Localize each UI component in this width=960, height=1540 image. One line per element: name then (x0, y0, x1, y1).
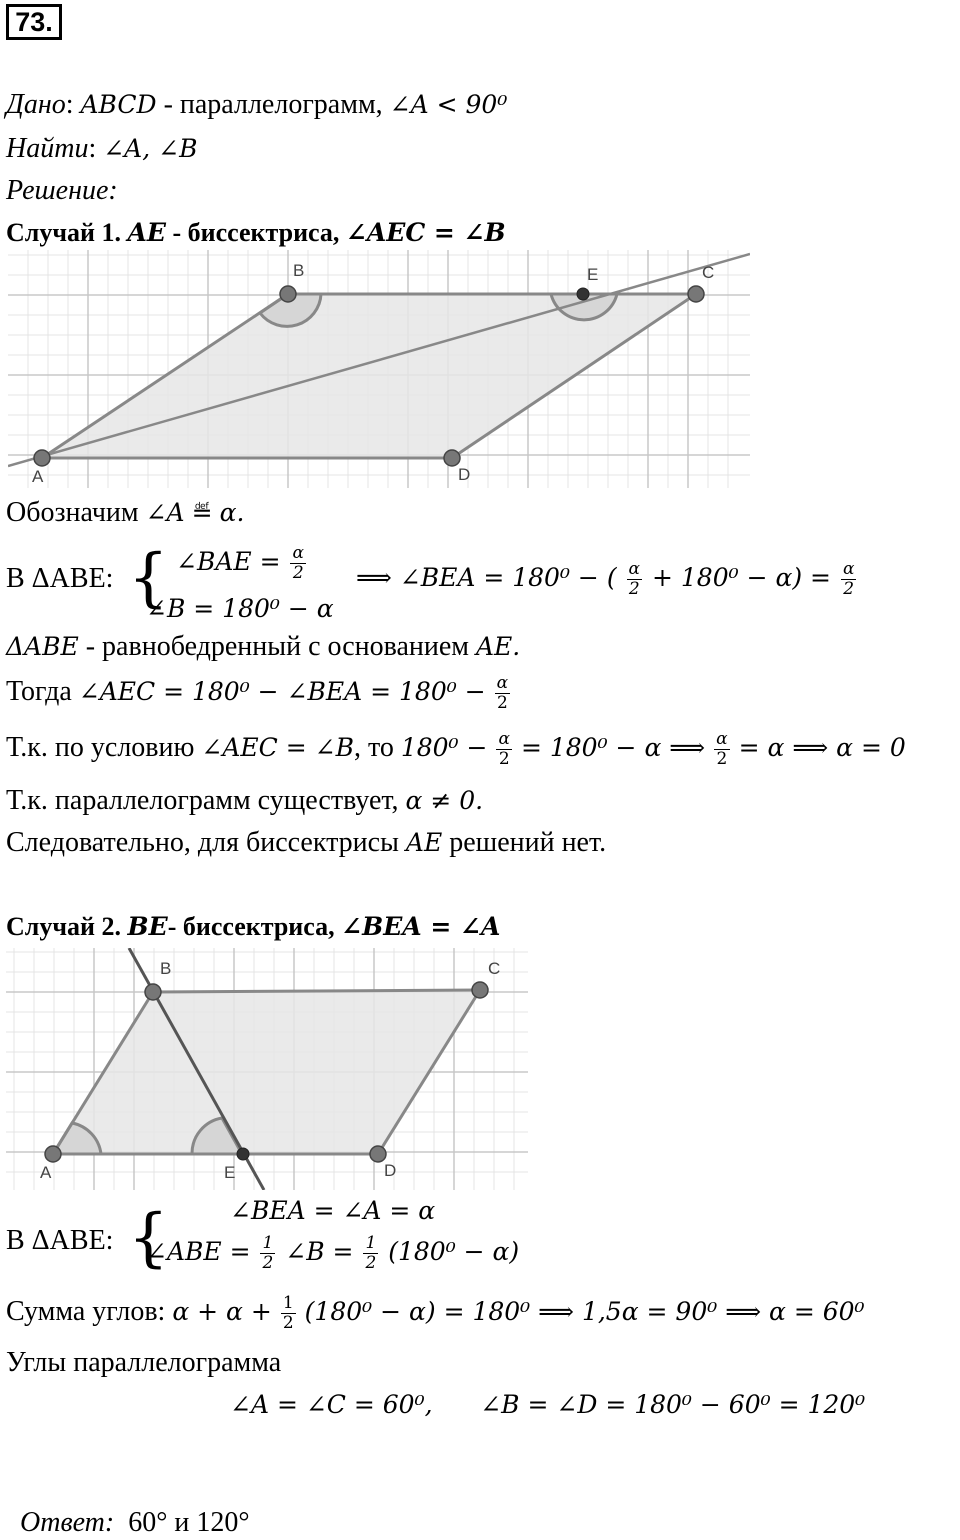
given-text: - параллелограмм, (156, 89, 390, 120)
case2-sys-line2: ∠ABE = $\frac{1}{2}$ ∠B = $\frac{1}{2}$ (180⁰ − α) (146, 1233, 520, 1273)
case1-label-A: A (32, 467, 44, 486)
solution-label: Решение: (6, 175, 118, 206)
answer-value: 60° и 120° (114, 1507, 250, 1538)
problem-number: 73. (6, 4, 62, 40)
case1-label-E: E (587, 265, 599, 284)
case2-label-A: A (40, 1163, 52, 1182)
case1-label-D: D (458, 465, 471, 484)
case2-system-brace: { (128, 1201, 169, 1275)
case2-label-D: D (384, 1161, 397, 1180)
given-label: Дано (6, 89, 66, 120)
case2-in-triangle: В ΔABE: (6, 1225, 114, 1256)
case2-label-B: B (160, 959, 172, 978)
case1-sys-line2: ∠B = 180⁰ − α (146, 594, 334, 623)
case2-heading: Случай 2. BE- биссектриса, ∠BEA = ∠A (6, 912, 501, 941)
answer-label: Ответ: (20, 1507, 115, 1538)
case2-label-E: E (224, 1163, 236, 1182)
given-line: Дано: ABCD - параллелограмм, ∠A < 90⁰ (6, 89, 508, 120)
case1-label-C: C (702, 263, 715, 282)
case1-in-triangle: В ΔABE: (6, 563, 114, 594)
given-condition: ∠A < 90⁰ (389, 90, 508, 119)
find-line: Найти: ∠A, ∠B (6, 133, 198, 164)
case2-angles-label: Углы параллелограмма (6, 1347, 282, 1378)
case1-system-brace: { (128, 541, 169, 615)
case1-label-B: B (293, 261, 305, 280)
case1-implies: ⟹ ∠BEA = 180⁰ − ( $\frac{\alpha}{2}$ + 180⁰ − α) = $\frac{\alpha}{2}$ (356, 559, 855, 599)
answer-line (6, 1472, 250, 1540)
case2-label-C: C (488, 959, 501, 978)
case1-conclusion: Следовательно, для биссектрисы AE решений нет. (6, 827, 607, 858)
case1-exists: Т.к. параллелограмм существует, α ≠ 0. (6, 785, 484, 816)
case2-figure (6, 948, 528, 1190)
given-figure: ABCD (80, 90, 157, 119)
case1-figure (8, 250, 750, 488)
case2-sum: Сумма углов: α + α + $\frac{1}{2}$ (180⁰ − α) = 180⁰ ⟹ 1,5α = 90⁰ ⟹ α = 60⁰ (6, 1293, 865, 1333)
case1-heading: Случай 1. AE - биссектриса, ∠AEC = ∠B (6, 218, 506, 247)
case1-condition: Т.к. по условию ∠AEC = ∠B, то 180⁰ − $\frac{\alpha}{2}$ = 180⁰ − α ⟹ $\frac{\alpha}{2}$ = α ⟹ α = 0 (6, 729, 906, 769)
case2-angles-result: ∠A = ∠C = 60⁰, ∠B = ∠D = 180⁰ − 60⁰ = 120⁰ (230, 1390, 866, 1419)
find-value: ∠A, ∠B (103, 134, 198, 163)
find-label: Найти (6, 133, 89, 164)
case1-sys-line1: ∠BAE = $\frac{\alpha}{2}$ (176, 543, 304, 583)
case2-sys-line1: ∠BEA = ∠A = α (230, 1196, 436, 1225)
case1-define: Обозначим ∠A ≝ α. (6, 497, 245, 528)
case1-isosceles: ΔABE - равнобедренный с основанием AE. (6, 631, 521, 662)
case1-then: Тогда ∠AEC = 180⁰ − ∠BEA = 180⁰ − $\frac{\alpha}{2}$ (6, 673, 509, 713)
